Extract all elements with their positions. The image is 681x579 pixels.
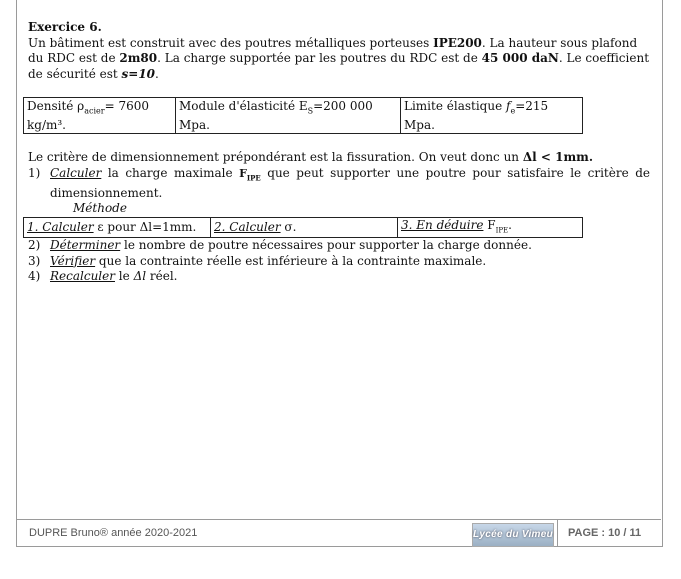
question-text: réel. [146, 269, 178, 284]
question-list [28, 166, 650, 201]
question-item [28, 166, 650, 201]
footer-author: DUPRE Bruno® année 2020-2021 [29, 527, 198, 539]
modulus-value: =200 000 Mpa. [179, 99, 373, 133]
page-footer [17, 519, 661, 547]
step-3-verb: 3. En déduire [401, 217, 484, 232]
step-3-text: F [483, 217, 496, 232]
question-text: que peut supporter une poutre pour satisfaire le critère de dimensionnement. [50, 165, 650, 200]
question-number: 2) [28, 238, 41, 253]
intro-text: . La charge supportée par les poutres du RDC est de [157, 51, 482, 65]
modulus-subscript: S [307, 106, 314, 116]
question-verb: Recalculer [50, 269, 115, 284]
question-text: le [114, 269, 134, 284]
supported-load: 45 000 daN [481, 51, 559, 65]
exercise-intro [28, 36, 650, 83]
question-list-continued [28, 238, 650, 285]
criterion-condition: Δl < 1mm. [522, 150, 594, 165]
limit-symbol: f [506, 99, 511, 113]
exercise-content [28, 20, 650, 285]
limit-subscript: e [510, 106, 516, 116]
method-step-2 [211, 217, 398, 237]
density-subscript: acier [84, 106, 105, 116]
elastic-limit-cell [401, 98, 583, 134]
density-label: Densité ρ [27, 99, 85, 113]
criterion-sentence: Le critère de dimensionnement prépondérant est la fissuration. On veut donc un [28, 150, 523, 165]
question-item [28, 238, 650, 254]
page-number: PAGE : 10 / 11 [568, 527, 642, 539]
question-number: 4) [28, 269, 41, 284]
force-subscript: IPE [246, 173, 261, 183]
school-logo: Lycée du Vimeu [472, 523, 554, 547]
method-step-3 [398, 217, 583, 237]
step-1-text: ε pour Δl=1mm. [93, 220, 197, 235]
method-step-1 [24, 217, 211, 237]
criterion-text [28, 150, 650, 166]
step-3-subscript: IPE [495, 226, 509, 235]
question-number: 3) [28, 253, 41, 268]
question-verb: Calculer [50, 165, 102, 180]
density-cell [24, 98, 176, 134]
delta-l-symbol: Δl [133, 269, 147, 284]
ceiling-height: 2m80 [119, 51, 158, 65]
modulus-label: Module d'élasticité E [179, 99, 308, 113]
question-text: le nombre de poutre nécessaires pour supporter la charge donnée. [120, 238, 532, 253]
limit-label: Limite élastique [404, 99, 506, 113]
step-2-verb: 2. Calculer [214, 220, 281, 235]
question-text: la charge maximale [101, 165, 240, 180]
intro-text: . Le coefficient de sécurité est [28, 51, 650, 81]
step-3-end: . [508, 217, 512, 232]
step-1-verb: 1. Calculer [27, 220, 94, 235]
method-table [23, 217, 583, 238]
intro-text: . [155, 66, 159, 81]
question-item [28, 254, 650, 270]
intro-text: . La hauteur sous plafond du RDC est de [28, 35, 638, 65]
question-item [28, 269, 650, 285]
limit-value: =215 Mpa. [404, 99, 549, 133]
modulus-cell [176, 98, 401, 134]
beam-type: IPE200 [433, 35, 482, 50]
question-verb: Déterminer [50, 238, 121, 253]
method-label: Méthode [73, 201, 127, 216]
density-value: = 7600 kg/m³. [27, 99, 150, 133]
force-symbol: F [239, 166, 247, 180]
question-verb: Vérifier [50, 253, 96, 268]
footer-divider [557, 520, 558, 547]
step-2-text: σ. [280, 220, 297, 235]
question-text: que la contrainte réelle est inférieure à la contrainte maximale. [95, 253, 487, 268]
intro-text: Un bâtiment est construit avec des poutres métalliques porteuses [28, 35, 434, 50]
exercise-title: Exercice 6. [28, 20, 102, 34]
material-properties-table [23, 97, 583, 134]
question-number: 1) [28, 165, 41, 180]
safety-coefficient: s=10 [121, 66, 156, 81]
